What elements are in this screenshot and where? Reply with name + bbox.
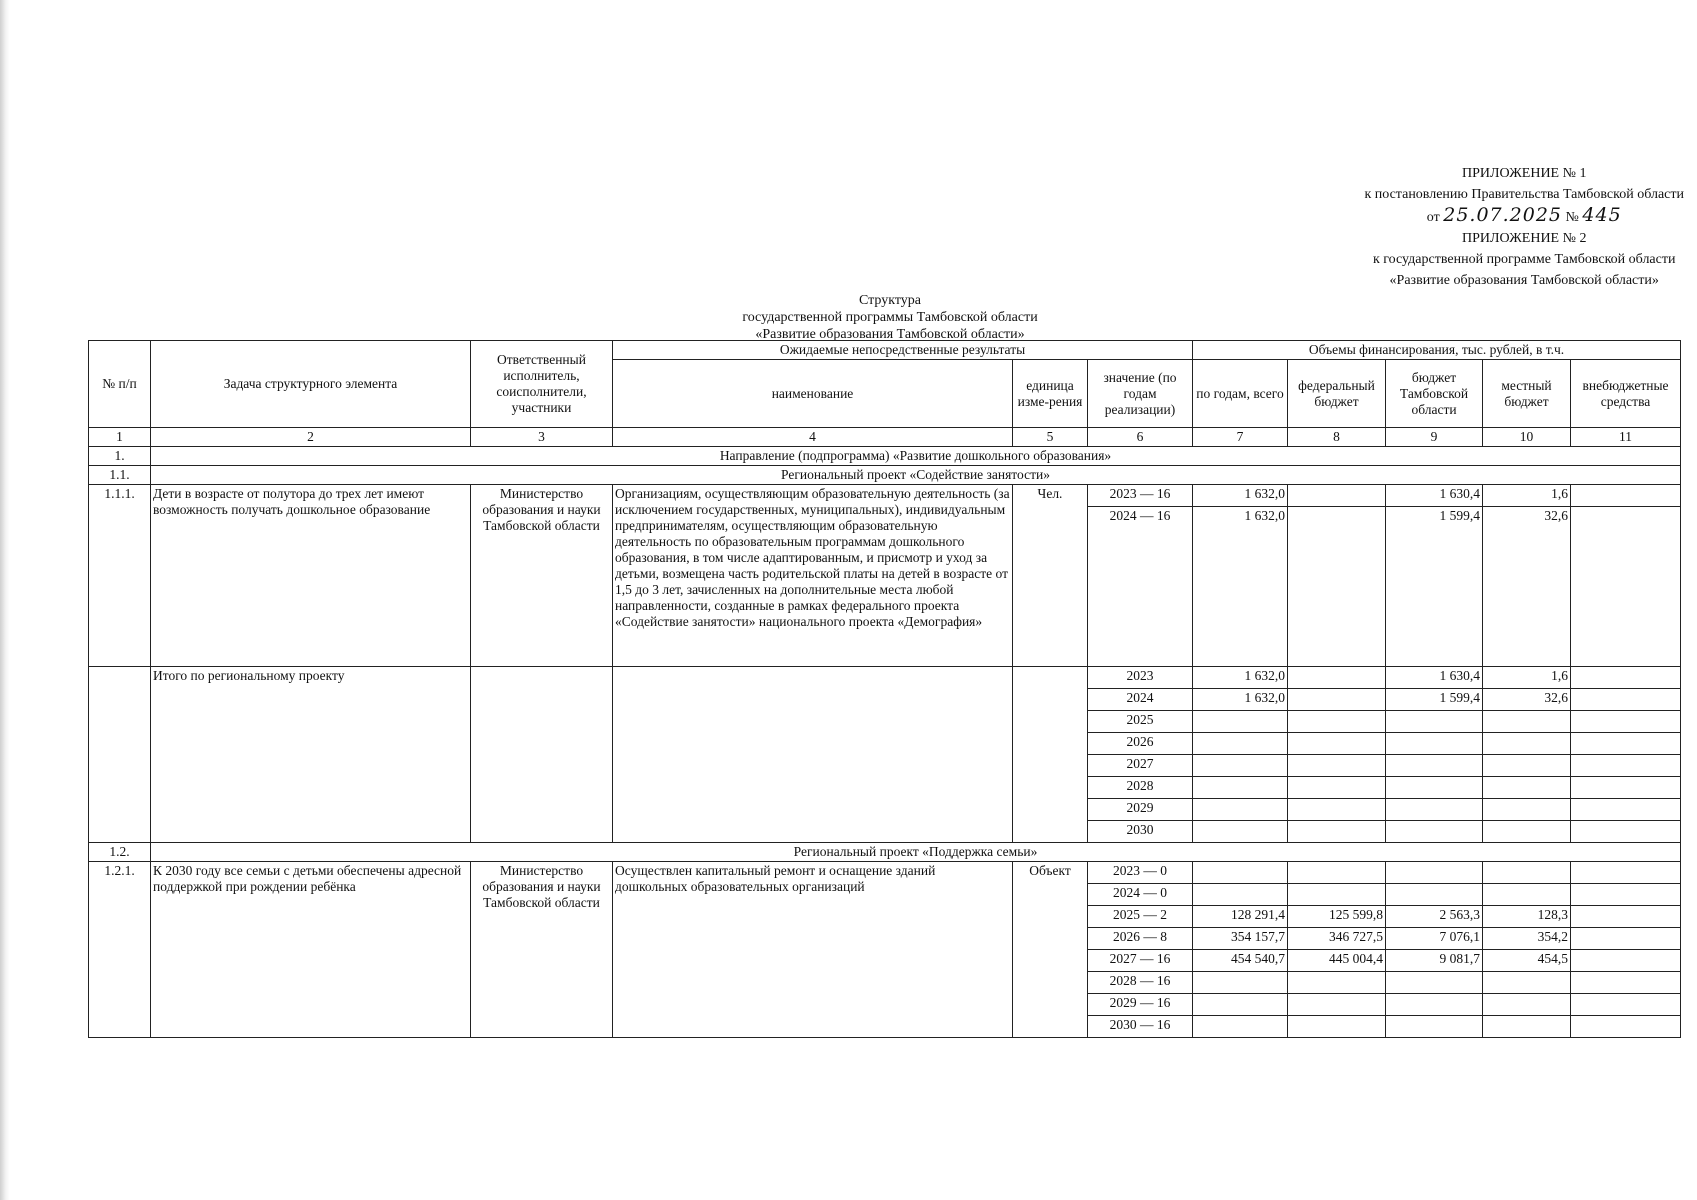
- number-label: №: [1565, 210, 1579, 225]
- col-number: 5: [1013, 428, 1088, 447]
- total-cell: 1 632,0: [1193, 689, 1288, 711]
- extra-cell: [1571, 928, 1681, 950]
- regional-cell: [1386, 755, 1483, 777]
- federal-cell: [1288, 1016, 1386, 1038]
- federal-cell: [1288, 667, 1386, 689]
- col-number: 7: [1193, 428, 1288, 447]
- extra-cell: [1571, 485, 1681, 507]
- total-1-result: [613, 667, 1013, 843]
- table-row: [89, 485, 1681, 507]
- local-cell: [1483, 711, 1571, 733]
- item-1-1-1-task: Дети в возрасте от полутора до трех лет имеют возможность получать дошкольное образование: [151, 485, 471, 667]
- col-number: 2: [151, 428, 471, 447]
- header-results: Ожидаемые непосредственные результаты: [613, 341, 1193, 360]
- year-value: 2023: [1088, 667, 1193, 689]
- col-number: 1: [89, 428, 151, 447]
- local-cell: 32,6: [1483, 689, 1571, 711]
- total-cell: 354 157,7: [1193, 928, 1288, 950]
- regional-cell: [1386, 799, 1483, 821]
- total-cell: [1193, 862, 1288, 884]
- header-num: № п/п: [89, 341, 151, 428]
- total-cell: 1 632,0: [1193, 667, 1288, 689]
- year-value: 2028 — 16: [1088, 972, 1193, 994]
- header-local: местный бюджет: [1483, 360, 1571, 428]
- total-cell: [1193, 777, 1288, 799]
- local-cell: [1483, 777, 1571, 799]
- header-name: наименование: [613, 360, 1013, 428]
- extra-cell: [1571, 821, 1681, 843]
- year-value: 2029: [1088, 799, 1193, 821]
- federal-cell: [1288, 755, 1386, 777]
- header-funding: Объемы финансирования, тыс. рублей, в т.ч.: [1193, 341, 1681, 360]
- local-cell: [1483, 862, 1571, 884]
- extra-cell: [1571, 733, 1681, 755]
- year-value: 2023 — 16: [1088, 485, 1193, 507]
- extra-cell: [1571, 689, 1681, 711]
- local-cell: [1483, 821, 1571, 843]
- item-1-1-1-responsible: Министерство образования и науки Тамбовской области: [471, 485, 613, 667]
- scan-edge: [0, 0, 10, 1200]
- regional-cell: [1386, 862, 1483, 884]
- federal-cell: [1288, 884, 1386, 906]
- federal-cell: [1288, 994, 1386, 1016]
- local-cell: [1483, 994, 1571, 1016]
- year-value: 2027: [1088, 755, 1193, 777]
- item-1-2-1-task: К 2030 году все семьи с детьми обеспечены адресной поддержкой при рождении ребёнка: [151, 862, 471, 1038]
- extra-cell: [1571, 799, 1681, 821]
- extra-cell: [1571, 906, 1681, 928]
- regional-cell: [1386, 711, 1483, 733]
- direction-num: 1.: [89, 447, 151, 466]
- federal-cell: [1288, 821, 1386, 843]
- local-cell: 1,6: [1483, 667, 1571, 689]
- project-2-row: [89, 843, 1681, 862]
- extra-cell: [1571, 667, 1681, 689]
- direction-title: Направление (подпрограмма) «Развитие дошкольного образования»: [151, 447, 1681, 466]
- structure-table: [88, 340, 1681, 1038]
- regional-cell: 1 599,4: [1386, 689, 1483, 711]
- federal-cell: 346 727,5: [1288, 928, 1386, 950]
- regional-cell: 1 630,4: [1386, 667, 1483, 689]
- total-cell: 128 291,4: [1193, 906, 1288, 928]
- appendix-1-subtitle: к постановлению Правительства Тамбовской области: [1364, 187, 1684, 202]
- extra-cell: [1571, 884, 1681, 906]
- item-1-2-1-unit: Объект: [1013, 862, 1088, 1038]
- year-value: 2024 — 16: [1088, 507, 1193, 667]
- total-cell: 454 540,7: [1193, 950, 1288, 972]
- year-value: 2026 — 8: [1088, 928, 1193, 950]
- year-value: 2030 — 16: [1088, 1016, 1193, 1038]
- handwritten-date: 25.07.2025: [1443, 204, 1563, 226]
- total-1-num: [89, 667, 151, 843]
- project-1-num: 1.1.: [89, 466, 151, 485]
- total-cell: [1193, 711, 1288, 733]
- year-value: 2028: [1088, 777, 1193, 799]
- total-cell: [1193, 799, 1288, 821]
- local-cell: [1483, 733, 1571, 755]
- direction-row: [89, 447, 1681, 466]
- item-1-2-1-result: Осуществлен капитальный ремонт и оснащение зданий дошкольных образовательных организаций: [613, 862, 1013, 1038]
- total-cell: 1 632,0: [1193, 507, 1288, 667]
- year-value: 2025 — 2: [1088, 906, 1193, 928]
- item-1-2-1-num: 1.2.1.: [89, 862, 151, 1038]
- federal-cell: [1288, 485, 1386, 507]
- appendix-1-title: ПРИЛОЖЕНИЕ № 1: [1461, 166, 1587, 181]
- item-1-1-1-num: 1.1.1.: [89, 485, 151, 667]
- title-line-3: «Развитие образования Тамбовской области»: [755, 327, 1025, 342]
- title-line-2: государственной программы Тамбовской области: [742, 310, 1038, 325]
- header-row-1: [89, 341, 1681, 360]
- appendix-date-line: [1364, 205, 1684, 228]
- col-number: 3: [471, 428, 613, 447]
- header-regional: бюджет Тамбовской области: [1386, 360, 1483, 428]
- title-line-1: Структура: [858, 293, 922, 308]
- project-2-num: 1.2.: [89, 843, 151, 862]
- extra-cell: [1571, 862, 1681, 884]
- extra-cell: [1571, 950, 1681, 972]
- extra-cell: [1571, 1016, 1681, 1038]
- local-cell: [1483, 972, 1571, 994]
- table-row: [89, 862, 1681, 884]
- regional-cell: 1 630,4: [1386, 485, 1483, 507]
- total-cell: [1193, 884, 1288, 906]
- year-value: 2026: [1088, 733, 1193, 755]
- appendix-block: [1364, 163, 1684, 291]
- handwritten-number: 445: [1582, 204, 1622, 226]
- regional-cell: 9 081,7: [1386, 950, 1483, 972]
- appendix-2-program: «Развитие образования Тамбовской области»: [1389, 273, 1659, 288]
- federal-cell: 445 004,4: [1288, 950, 1386, 972]
- regional-cell: 7 076,1: [1386, 928, 1483, 950]
- local-cell: 128,3: [1483, 906, 1571, 928]
- col-number: 11: [1571, 428, 1681, 447]
- total-cell: [1193, 1016, 1288, 1038]
- federal-cell: [1288, 711, 1386, 733]
- federal-cell: [1288, 733, 1386, 755]
- regional-cell: [1386, 733, 1483, 755]
- total-cell: [1193, 972, 1288, 994]
- header-responsible: Ответственный исполнитель, соисполнители, участники: [471, 341, 613, 428]
- col-number: 6: [1088, 428, 1193, 447]
- regional-cell: 2 563,3: [1386, 906, 1483, 928]
- local-cell: [1483, 799, 1571, 821]
- total-cell: [1193, 755, 1288, 777]
- extra-cell: [1571, 972, 1681, 994]
- col-number: 4: [613, 428, 1013, 447]
- col-number: 8: [1288, 428, 1386, 447]
- header-value: значение (по годам реализации): [1088, 360, 1193, 428]
- appendix-2-title: ПРИЛОЖЕНИЕ № 2: [1461, 231, 1587, 246]
- total-cell: [1193, 733, 1288, 755]
- regional-cell: 1 599,4: [1386, 507, 1483, 667]
- column-number-row: [89, 428, 1681, 447]
- year-value: 2023 — 0: [1088, 862, 1193, 884]
- project-2-title: Региональный проект «Поддержка семьи»: [151, 843, 1681, 862]
- regional-cell: [1386, 821, 1483, 843]
- local-cell: [1483, 1016, 1571, 1038]
- document-title: [0, 292, 1697, 343]
- total-1-label: Итого по региональному проекту: [151, 667, 471, 843]
- header-extra: внебюджетные средства: [1571, 360, 1681, 428]
- federal-cell: [1288, 507, 1386, 667]
- header-task: Задача структурного элемента: [151, 341, 471, 428]
- federal-cell: [1288, 799, 1386, 821]
- federal-cell: [1288, 777, 1386, 799]
- total-1-unit: [1013, 667, 1088, 843]
- item-1-2-1-responsible: Министерство образования и науки Тамбовской области: [471, 862, 613, 1038]
- item-1-1-1-unit: Чел.: [1013, 485, 1088, 667]
- table-row: [89, 667, 1681, 689]
- extra-cell: [1571, 711, 1681, 733]
- project-1-title: Региональный проект «Содействие занятости»: [151, 466, 1681, 485]
- header-total: по годам, всего: [1193, 360, 1288, 428]
- federal-cell: 125 599,8: [1288, 906, 1386, 928]
- regional-cell: [1386, 994, 1483, 1016]
- from-label: от: [1426, 210, 1440, 225]
- year-value: 2024: [1088, 689, 1193, 711]
- federal-cell: [1288, 689, 1386, 711]
- item-1-1-1-result: Организациям, осуществляющим образовательную деятельность (за исключением государственных, муниципальных), индивидуальным предпринимателям, осуществляющим образовательную деятельность по образовательным программам дошкольного образования, в том числе адаптированным, и присмотр и уход за детьми, возмещена часть родительской платы на детей в возрасте от 1,5 до 3 лет, зачисленных на дополнительные места любой направленности, созданные в рамках федерального проекта «Содействие занятости» национального проекта «Демография»: [613, 485, 1013, 667]
- appendix-2-subtitle: к государственной программе Тамбовской области: [1372, 252, 1676, 267]
- local-cell: 1,6: [1483, 485, 1571, 507]
- project-1-row: [89, 466, 1681, 485]
- extra-cell: [1571, 994, 1681, 1016]
- regional-cell: [1386, 777, 1483, 799]
- header-unit: единица изме-рения: [1013, 360, 1088, 428]
- local-cell: 454,5: [1483, 950, 1571, 972]
- local-cell: 354,2: [1483, 928, 1571, 950]
- total-1-responsible: [471, 667, 613, 843]
- year-value: 2027 — 16: [1088, 950, 1193, 972]
- total-cell: 1 632,0: [1193, 485, 1288, 507]
- col-number: 9: [1386, 428, 1483, 447]
- local-cell: [1483, 755, 1571, 777]
- year-value: 2025: [1088, 711, 1193, 733]
- extra-cell: [1571, 777, 1681, 799]
- regional-cell: [1386, 1016, 1483, 1038]
- col-number: 10: [1483, 428, 1571, 447]
- year-value: 2029 — 16: [1088, 994, 1193, 1016]
- year-value: 2030: [1088, 821, 1193, 843]
- total-cell: [1193, 821, 1288, 843]
- extra-cell: [1571, 507, 1681, 667]
- regional-cell: [1386, 884, 1483, 906]
- year-value: 2024 — 0: [1088, 884, 1193, 906]
- total-cell: [1193, 994, 1288, 1016]
- federal-cell: [1288, 972, 1386, 994]
- local-cell: 32,6: [1483, 507, 1571, 667]
- federal-cell: [1288, 862, 1386, 884]
- extra-cell: [1571, 755, 1681, 777]
- regional-cell: [1386, 972, 1483, 994]
- local-cell: [1483, 884, 1571, 906]
- header-federal: федеральный бюджет: [1288, 360, 1386, 428]
